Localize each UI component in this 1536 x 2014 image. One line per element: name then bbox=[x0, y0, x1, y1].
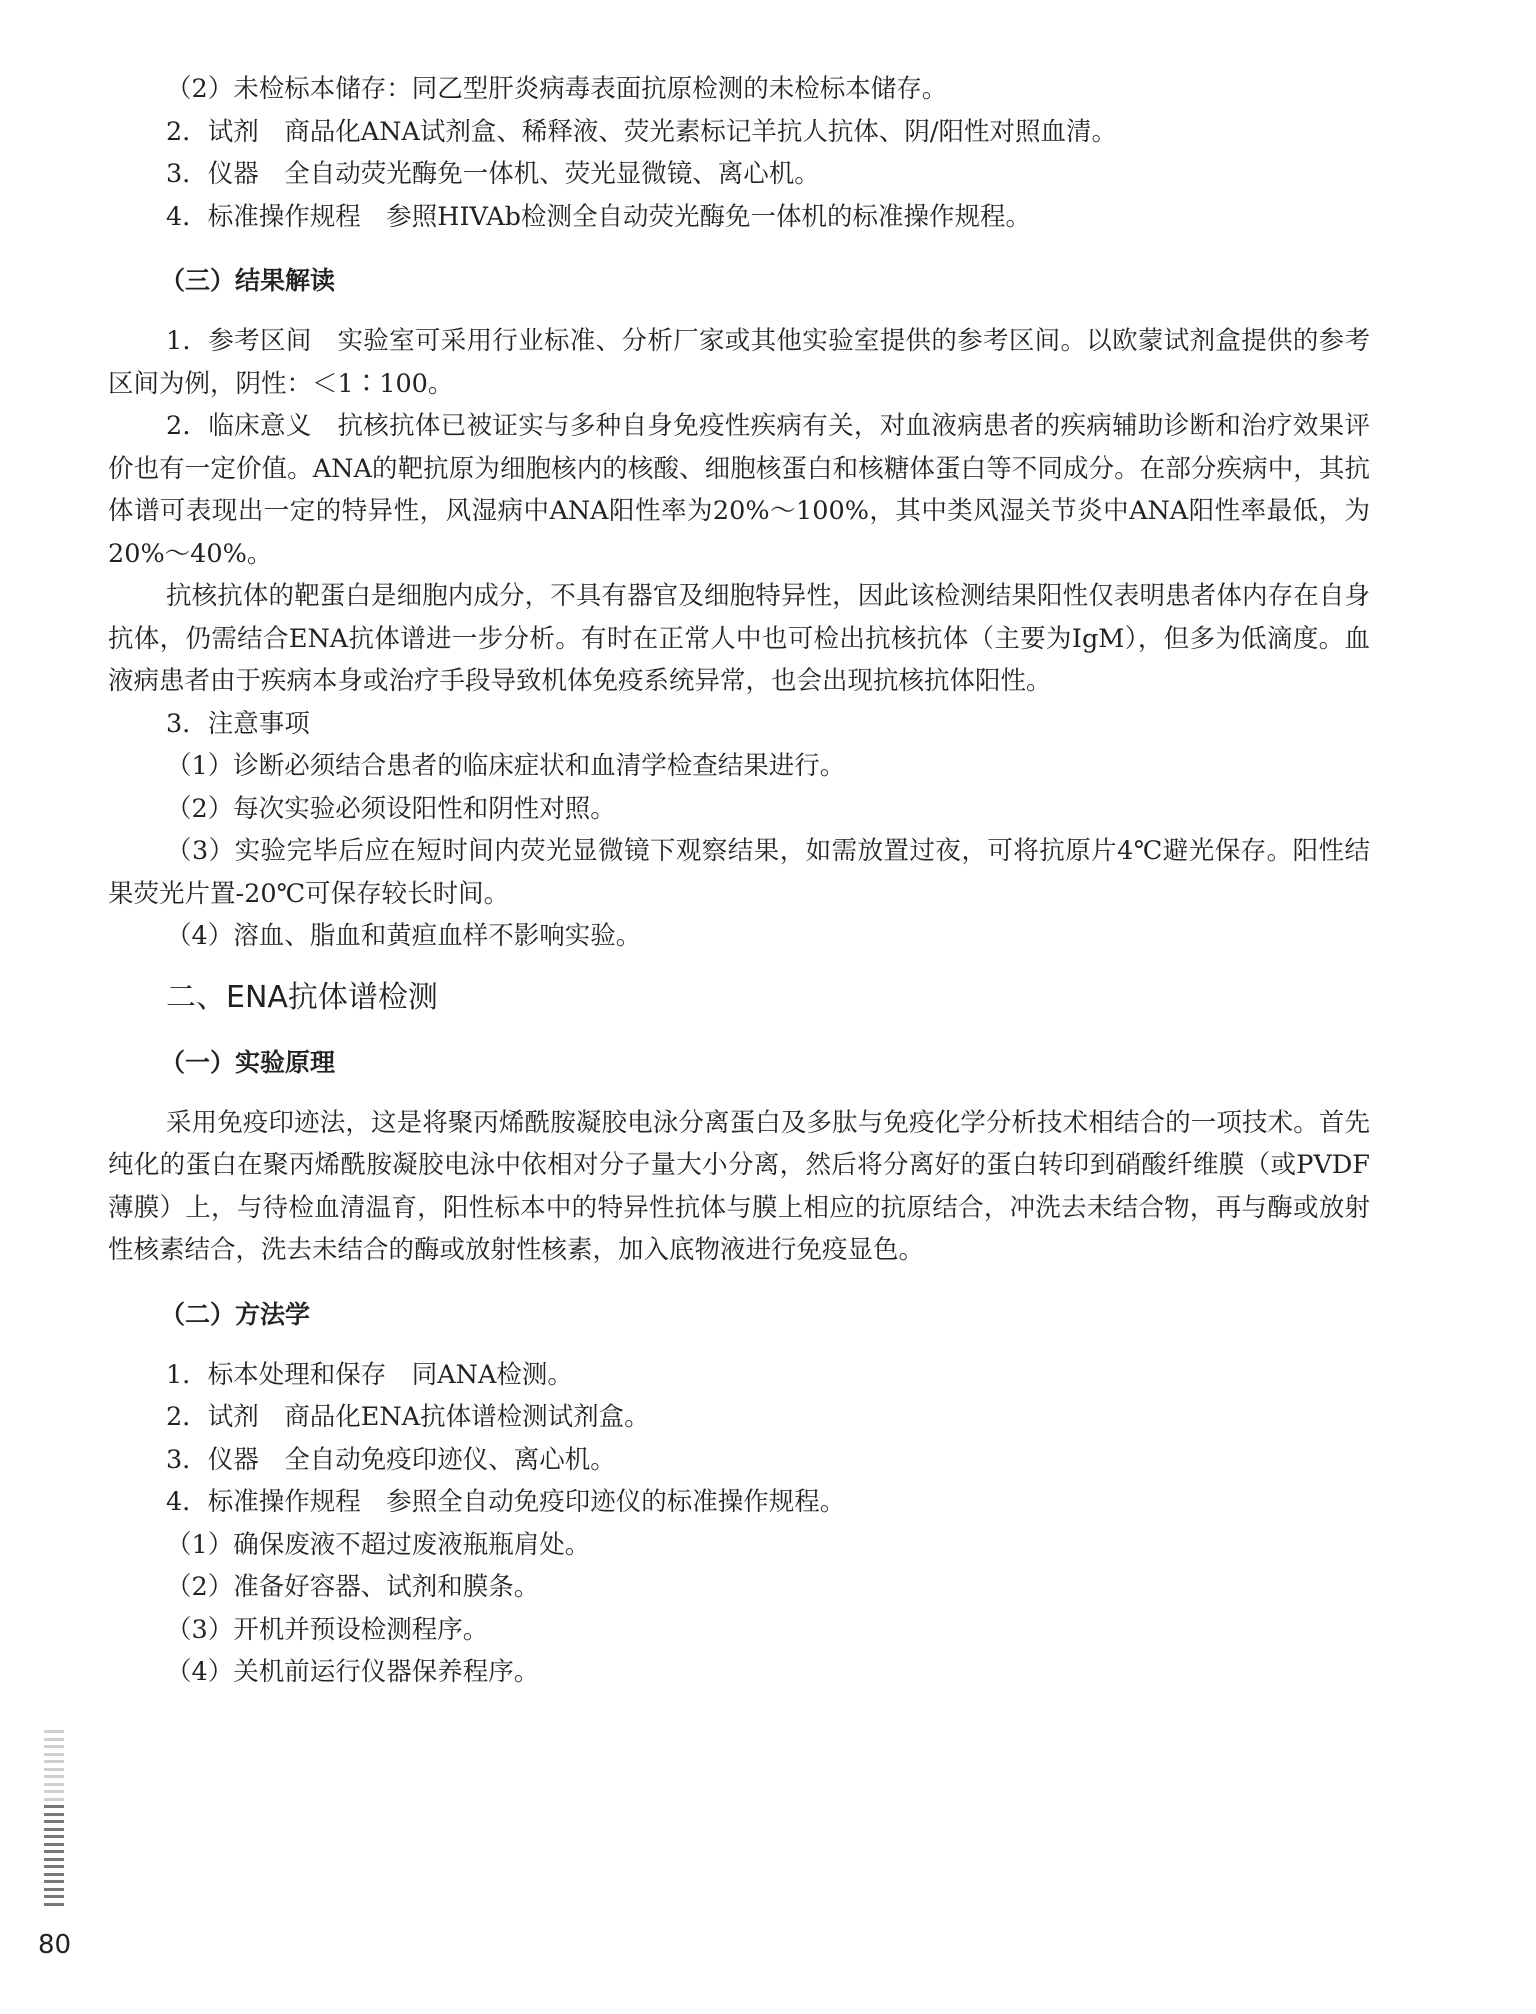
paragraph: （2）每次实验必须设阳性和阴性对照。 bbox=[166, 793, 616, 824]
margin-stripe bbox=[44, 1820, 64, 1823]
paragraph: 3．仪器 全自动荧光酶免一体机、荧光显微镜、离心机。 bbox=[166, 159, 820, 189]
paragraph: 4．标准操作规程 参照全自动免疫印迹仪的标准操作规程。 bbox=[166, 1487, 846, 1517]
paragraph: 2．临床意义 抗核抗体已被证实与多种自身免疫性疾病有关，对血液病患者的疾病辅助诊断和治疗效果评价也有一定价值。ANA的靶抗原为细胞核内的核酸、细胞核蛋白和核糖体蛋白等不同成分。在部分疾病中，其抗体谱可表现出一定的特异性，风湿病中ANA阳性率为20%～100%，其中类风湿关节炎中ANA阳性率最低，为20%～40%。 bbox=[108, 411, 1370, 569]
section-heading: （一）实验原理 bbox=[160, 1047, 336, 1077]
margin-stripe bbox=[44, 1798, 64, 1801]
paragraph: （2）未检标本储存：同乙型肝炎病毒表面抗原检测的未检标本储存。 bbox=[166, 74, 948, 104]
chapter-heading: 二、ENA抗体谱检测 bbox=[166, 979, 438, 1015]
margin-stripe bbox=[44, 1835, 64, 1838]
paragraph: 1．参考区间 实验室可采用行业标准、分析厂家或其他实验室提供的参考区间。以欧蒙试剂盒提供的参考区间为例，阴性：＜1∶100。 bbox=[108, 326, 1370, 399]
margin-stripe bbox=[44, 1873, 64, 1876]
margin-stripe bbox=[44, 1768, 64, 1771]
page-number: 80 bbox=[38, 1930, 72, 1960]
paragraph: （4）关机前运行仪器保养程序。 bbox=[166, 1657, 540, 1687]
margin-stripe bbox=[44, 1865, 64, 1868]
margin-stripe bbox=[44, 1813, 64, 1816]
margin-stripe bbox=[44, 1858, 64, 1861]
margin-stripe bbox=[44, 1790, 64, 1793]
paragraph: 抗核抗体的靶蛋白是细胞内成分，不具有器官及细胞特异性，因此该检测结果阳性仅表明患者体内存在自身抗体，仍需结合ENA抗体谱进一步分析。有时在正常人中也可检出抗核抗体（主要为IgM），但多为低滴度。血液病患者由于疾病本身或治疗手段导致机体免疫系统异常，也会出现抗核抗体阳性。 bbox=[108, 581, 1370, 696]
margin-stripe bbox=[44, 1775, 64, 1778]
paragraph: 采用免疫印迹法，这是将聚丙烯酰胺凝胶电泳分离蛋白及多肽与免疫化学分析技术相结合的一项技术。首先纯化的蛋白在聚丙烯酰胺凝胶电泳中依相对分子量大小分离，然后将分离好的蛋白转印到硝酸纤维膜（或PVDF薄膜）上，与待检血清温育，阳性标本中的特异性抗体与膜上相应的抗原结合，冲洗去未结合物，再与酶或放射性核素结合，洗去未结合的酶或放射性核素，加入底物液进行免疫显色。 bbox=[108, 1107, 1370, 1265]
paragraph: 2．试剂 商品化ENA抗体谱检测试剂盒。 bbox=[166, 1402, 650, 1432]
paragraph: 4．标准操作规程 参照HIVAb检测全自动荧光酶免一体机的标准操作规程。 bbox=[166, 201, 1031, 232]
margin-stripe bbox=[44, 1880, 64, 1883]
section-heading: （三）结果解读 bbox=[160, 266, 336, 295]
paragraph: （1）诊断必须结合患者的临床症状和血清学检查结果进行。 bbox=[166, 751, 846, 781]
margin-stripe bbox=[44, 1745, 64, 1748]
paragraph: （3）实验完毕后应在短时间内荧光显微镜下观察结果，如需放置过夜，可将抗原片4℃避光保存。阳性结果荧光片置-20℃可保存较长时间。 bbox=[108, 836, 1370, 909]
margin-stripe bbox=[44, 1805, 64, 1808]
margin-stripe bbox=[44, 1895, 64, 1898]
margin-stripe bbox=[44, 1760, 64, 1763]
margin-stripe bbox=[44, 1753, 64, 1756]
paragraph: （4）溶血、脂血和黄疸血样不影响实验。 bbox=[166, 921, 642, 951]
page-content bbox=[108, 68, 1370, 1694]
margin-stripe bbox=[44, 1828, 64, 1831]
margin-stripe bbox=[44, 1730, 64, 1733]
paragraph: （2）准备好容器、试剂和膜条。 bbox=[166, 1572, 540, 1602]
margin-stripe bbox=[44, 1843, 64, 1846]
margin-stripe bbox=[44, 1783, 64, 1786]
margin-stripe bbox=[44, 1738, 64, 1741]
paragraph: 3．注意事项 bbox=[166, 708, 310, 739]
section-heading: （二）方法学 bbox=[160, 1299, 311, 1329]
paragraph: （3）开机并预设检测程序。 bbox=[166, 1614, 489, 1645]
margin-stripe bbox=[44, 1903, 64, 1906]
paragraph: 3．仪器 全自动免疫印迹仪、离心机。 bbox=[166, 1444, 616, 1475]
margin-stripe bbox=[44, 1850, 64, 1853]
margin-stripe bbox=[44, 1888, 64, 1891]
paragraph: 2．试剂 商品化ANA试剂盒、稀释液、荧光素标记羊抗人抗体、阴/阳性对照血清。 bbox=[166, 116, 1117, 147]
paragraph: （1）确保废液不超过废液瓶瓶肩处。 bbox=[166, 1529, 591, 1560]
paragraph: 1．标本处理和保存 同ANA检测。 bbox=[166, 1359, 573, 1390]
